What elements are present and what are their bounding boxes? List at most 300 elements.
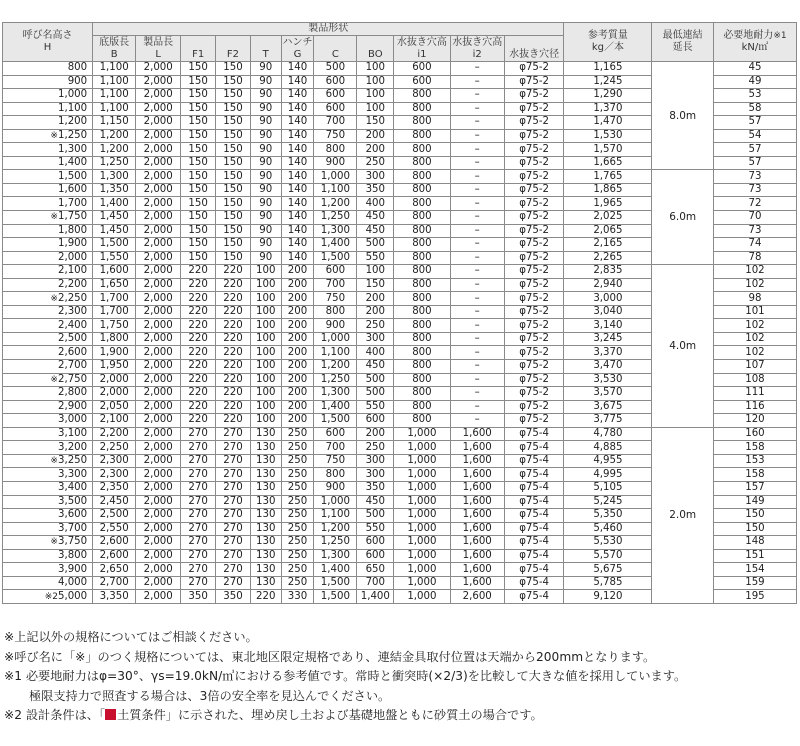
cell-g: 200 — [281, 400, 314, 414]
cell-f1: 150 — [181, 224, 216, 238]
cell-t: 90 — [250, 197, 281, 211]
cell-f2: 150 — [216, 251, 251, 265]
cell-bearing: 116 — [713, 400, 796, 414]
cell-b: 2,200 — [93, 427, 136, 441]
cell-hole: φ75-2 — [504, 332, 564, 346]
cell-l: 2,000 — [136, 62, 181, 76]
cell-l: 2,000 — [136, 75, 181, 89]
cell-i2: – — [450, 346, 504, 360]
header-c: C — [314, 36, 357, 62]
cell-l: 2,000 — [136, 251, 181, 265]
cell-f1: 270 — [181, 427, 216, 441]
cell-bearing: 57 — [713, 143, 796, 157]
cell-bearing: 54 — [713, 129, 796, 143]
cell-f1: 150 — [181, 211, 216, 225]
cell-i1: 1,000 — [394, 441, 450, 455]
cell-c: 1,100 — [314, 346, 357, 360]
cell-t: 90 — [250, 89, 281, 103]
cell-f1: 220 — [181, 360, 216, 374]
cell-i1: 800 — [394, 319, 450, 333]
cell-bo: 300 — [357, 454, 394, 468]
cell-bearing: 150 — [713, 509, 796, 523]
cell-c: 1,500 — [314, 251, 357, 265]
cell-b: 3,350 — [93, 590, 136, 604]
cell-bo: 100 — [357, 75, 394, 89]
cell-f1: 270 — [181, 536, 216, 550]
cell-i1: 800 — [394, 305, 450, 319]
cell-i2: – — [450, 183, 504, 197]
cell-f1: 220 — [181, 387, 216, 401]
cell-hole: φ75-2 — [504, 116, 564, 130]
cell-h: 3,400 — [3, 481, 93, 495]
cell-hole: φ75-2 — [504, 319, 564, 333]
cell-c: 1,500 — [314, 576, 357, 590]
cell-i2: – — [450, 305, 504, 319]
cell-c: 600 — [314, 89, 357, 103]
cell-bearing: 101 — [713, 305, 796, 319]
cell-t: 90 — [250, 75, 281, 89]
cell-t: 130 — [250, 576, 281, 590]
cell-mass: 3,775 — [564, 414, 652, 428]
cell-f2: 350 — [216, 590, 251, 604]
cell-f2: 270 — [216, 576, 251, 590]
cell-g: 250 — [281, 454, 314, 468]
note-1: ※上記以外の規格についてはご相談ください。 — [4, 630, 258, 644]
cell-bearing: 53 — [713, 89, 796, 103]
cell-l: 2,000 — [136, 468, 181, 482]
cell-bo: 500 — [357, 387, 394, 401]
cell-c: 600 — [314, 265, 357, 279]
cell-f1: 220 — [181, 265, 216, 279]
cell-bo: 150 — [357, 278, 394, 292]
cell-i1: 800 — [394, 224, 450, 238]
cell-i2: 1,600 — [450, 536, 504, 550]
cell-f2: 220 — [216, 387, 251, 401]
cell-t: 90 — [250, 62, 281, 76]
cell-f1: 270 — [181, 481, 216, 495]
cell-hole: φ75-2 — [504, 305, 564, 319]
cell-hole: φ75-2 — [504, 373, 564, 387]
cell-i2: – — [450, 292, 504, 306]
cell-h: ※2,750 — [3, 373, 93, 387]
cell-f2: 220 — [216, 373, 251, 387]
cell-c: 600 — [314, 102, 357, 116]
cell-h: ※25,000 — [3, 590, 93, 604]
cell-l: 2,000 — [136, 495, 181, 509]
cell-bo: 600 — [357, 549, 394, 563]
cell-t: 90 — [250, 170, 281, 184]
cell-g: 140 — [281, 62, 314, 76]
cell-h: 3,900 — [3, 563, 93, 577]
cell-bo: 250 — [357, 441, 394, 455]
cell-c: 1,400 — [314, 563, 357, 577]
cell-bo: 500 — [357, 509, 394, 523]
cell-bo: 350 — [357, 481, 394, 495]
cell-i2: 2,600 — [450, 590, 504, 604]
cell-g: 200 — [281, 319, 314, 333]
cell-h: 4,000 — [3, 576, 93, 590]
cell-i1: 800 — [394, 387, 450, 401]
cell-i1: 1,000 — [394, 576, 450, 590]
cell-bo: 300 — [357, 468, 394, 482]
cell-g: 140 — [281, 197, 314, 211]
cell-f2: 270 — [216, 509, 251, 523]
cell-hole: φ75-2 — [504, 143, 564, 157]
cell-bearing: 49 — [713, 75, 796, 89]
cell-f1: 150 — [181, 183, 216, 197]
cell-c: 1,000 — [314, 495, 357, 509]
cell-f1: 270 — [181, 563, 216, 577]
cell-l: 2,000 — [136, 481, 181, 495]
cell-i1: 800 — [394, 414, 450, 428]
cell-t: 90 — [250, 251, 281, 265]
note-5: ※2 設計条件は、「 土質条件」に示された、埋め戻し土および基礎地盤ともに砂質土の場合です。 — [4, 708, 543, 722]
cell-bo: 450 — [357, 360, 394, 374]
cell-bo: 300 — [357, 170, 394, 184]
cell-t: 90 — [250, 238, 281, 252]
cell-f2: 270 — [216, 454, 251, 468]
cell-bearing: 102 — [713, 265, 796, 279]
cell-bearing: 73 — [713, 183, 796, 197]
cell-bo: 400 — [357, 346, 394, 360]
cell-g: 250 — [281, 468, 314, 482]
cell-mass: 5,350 — [564, 509, 652, 523]
cell-g: 250 — [281, 441, 314, 455]
cell-b: 1,250 — [93, 156, 136, 170]
header-bearing: 必要地耐力※1 kN/㎡ — [713, 23, 796, 62]
cell-f1: 220 — [181, 278, 216, 292]
cell-l: 2,000 — [136, 427, 181, 441]
cell-l: 2,000 — [136, 387, 181, 401]
cell-b: 1,600 — [93, 265, 136, 279]
cell-c: 1,400 — [314, 238, 357, 252]
cell-h: 1,000 — [3, 89, 93, 103]
cell-t: 130 — [250, 495, 281, 509]
cell-mass: 5,530 — [564, 536, 652, 550]
cell-i1: 800 — [394, 265, 450, 279]
cell-g: 200 — [281, 265, 314, 279]
cell-bo: 100 — [357, 265, 394, 279]
cell-hole: φ75-4 — [504, 563, 564, 577]
cell-i1: 800 — [394, 278, 450, 292]
cell-h: 3,200 — [3, 441, 93, 455]
cell-h: 2,100 — [3, 265, 93, 279]
cell-i1: 1,000 — [394, 590, 450, 604]
cell-i2: – — [450, 224, 504, 238]
cell-g: 200 — [281, 346, 314, 360]
cell-f2: 220 — [216, 278, 251, 292]
cell-g: 250 — [281, 536, 314, 550]
cell-mass: 1,470 — [564, 116, 652, 130]
cell-b: 2,550 — [93, 522, 136, 536]
cell-f1: 150 — [181, 238, 216, 252]
cell-hole: φ75-2 — [504, 89, 564, 103]
cell-mass: 3,530 — [564, 373, 652, 387]
cell-l: 2,000 — [136, 129, 181, 143]
cell-i1: 1,000 — [394, 536, 450, 550]
red-square-icon — [105, 709, 116, 720]
cell-b: 2,050 — [93, 400, 136, 414]
cell-mass: 3,675 — [564, 400, 652, 414]
cell-mass: 4,955 — [564, 454, 652, 468]
cell-h: 3,000 — [3, 414, 93, 428]
cell-g: 140 — [281, 89, 314, 103]
cell-i1: 800 — [394, 143, 450, 157]
cell-h: 3,300 — [3, 468, 93, 482]
cell-hole: φ75-2 — [504, 292, 564, 306]
cell-f2: 270 — [216, 441, 251, 455]
cell-c: 1,500 — [314, 590, 357, 604]
cell-mass: 1,865 — [564, 183, 652, 197]
cell-mass: 9,120 — [564, 590, 652, 604]
cell-f2: 270 — [216, 468, 251, 482]
cell-f1: 150 — [181, 251, 216, 265]
cell-i1: 800 — [394, 170, 450, 184]
cell-t: 90 — [250, 129, 281, 143]
cell-f1: 150 — [181, 116, 216, 130]
cell-h: 1,500 — [3, 170, 93, 184]
cell-l: 2,000 — [136, 590, 181, 604]
cell-mass: 2,065 — [564, 224, 652, 238]
cell-t: 130 — [250, 454, 281, 468]
cell-mass: 3,370 — [564, 346, 652, 360]
cell-c: 900 — [314, 156, 357, 170]
cell-hole: φ75-2 — [504, 102, 564, 116]
cell-mass: 1,165 — [564, 62, 652, 76]
cell-b: 1,900 — [93, 346, 136, 360]
cell-bearing: 102 — [713, 278, 796, 292]
cell-hole: φ75-2 — [504, 75, 564, 89]
cell-i1: 600 — [394, 75, 450, 89]
cell-g: 140 — [281, 238, 314, 252]
cell-c: 700 — [314, 278, 357, 292]
cell-f2: 270 — [216, 522, 251, 536]
cell-l: 2,000 — [136, 522, 181, 536]
cell-c: 750 — [314, 454, 357, 468]
cell-hole: φ75-2 — [504, 278, 564, 292]
cell-i1: 1,000 — [394, 427, 450, 441]
cell-t: 90 — [250, 183, 281, 197]
cell-f1: 270 — [181, 509, 216, 523]
cell-mass: 5,245 — [564, 495, 652, 509]
cell-g: 250 — [281, 509, 314, 523]
cell-t: 100 — [250, 265, 281, 279]
cell-bearing: 74 — [713, 238, 796, 252]
cell-i2: – — [450, 102, 504, 116]
cell-l: 2,000 — [136, 373, 181, 387]
cell-b: 1,700 — [93, 292, 136, 306]
note-2: ※呼び名に「※」のつく規格については、東北地区限定規格であり、連結金具取付位置は天端から200mmとなります。 — [4, 649, 656, 664]
cell-b: 1,200 — [93, 143, 136, 157]
cell-bo: 500 — [357, 373, 394, 387]
cell-i2: 1,600 — [450, 576, 504, 590]
cell-l: 2,000 — [136, 360, 181, 374]
cell-b: 1,200 — [93, 129, 136, 143]
cell-l: 2,000 — [136, 400, 181, 414]
cell-c: 1,200 — [314, 360, 357, 374]
cell-i1: 800 — [394, 116, 450, 130]
cell-t: 100 — [250, 387, 281, 401]
cell-bearing: 153 — [713, 454, 796, 468]
cell-l: 2,000 — [136, 116, 181, 130]
cell-bearing: 102 — [713, 332, 796, 346]
cell-mass: 2,940 — [564, 278, 652, 292]
cell-i1: 800 — [394, 332, 450, 346]
cell-t: 100 — [250, 319, 281, 333]
cell-bearing: 98 — [713, 292, 796, 306]
cell-i1: 800 — [394, 89, 450, 103]
cell-hole: φ75-4 — [504, 427, 564, 441]
cell-bo: 1,400 — [357, 590, 394, 604]
cell-h: 2,300 — [3, 305, 93, 319]
cell-b: 1,650 — [93, 278, 136, 292]
cell-mass: 3,000 — [564, 292, 652, 306]
cell-hole: φ75-2 — [504, 387, 564, 401]
cell-i2: 1,600 — [450, 468, 504, 482]
cell-f1: 220 — [181, 292, 216, 306]
cell-b: 2,300 — [93, 454, 136, 468]
cell-mass: 1,665 — [564, 156, 652, 170]
cell-bearing: 73 — [713, 170, 796, 184]
min-length-cell: 8.0m — [652, 62, 713, 170]
cell-h: 1,100 — [3, 102, 93, 116]
cell-t: 90 — [250, 143, 281, 157]
cell-bearing: 160 — [713, 427, 796, 441]
cell-i2: 1,600 — [450, 495, 504, 509]
cell-i2: 1,600 — [450, 454, 504, 468]
cell-bearing: 108 — [713, 373, 796, 387]
cell-f2: 220 — [216, 265, 251, 279]
cell-t: 130 — [250, 522, 281, 536]
cell-g: 250 — [281, 427, 314, 441]
cell-l: 2,000 — [136, 563, 181, 577]
cell-i1: 800 — [394, 292, 450, 306]
table-row — [3, 62, 797, 76]
cell-i1: 800 — [394, 400, 450, 414]
cell-i1: 800 — [394, 183, 450, 197]
cell-bo: 600 — [357, 414, 394, 428]
cell-h: 3,500 — [3, 495, 93, 509]
cell-f2: 270 — [216, 563, 251, 577]
cell-bo: 500 — [357, 238, 394, 252]
header-i2: 水抜き穴高 i2 — [450, 36, 504, 62]
cell-bo: 550 — [357, 251, 394, 265]
cell-l: 2,000 — [136, 224, 181, 238]
cell-bearing: 102 — [713, 346, 796, 360]
cell-g: 200 — [281, 414, 314, 428]
cell-mass: 5,570 — [564, 549, 652, 563]
cell-b: 1,150 — [93, 116, 136, 130]
cell-f2: 270 — [216, 495, 251, 509]
cell-hole: φ75-2 — [504, 360, 564, 374]
cell-hole: φ75-4 — [504, 481, 564, 495]
cell-bearing: 70 — [713, 211, 796, 225]
cell-i2: – — [450, 265, 504, 279]
cell-t: 100 — [250, 332, 281, 346]
table-row — [3, 427, 797, 441]
cell-i2: – — [450, 278, 504, 292]
cell-t: 90 — [250, 156, 281, 170]
cell-c: 600 — [314, 427, 357, 441]
cell-g: 250 — [281, 522, 314, 536]
cell-g: 140 — [281, 224, 314, 238]
cell-b: 1,750 — [93, 319, 136, 333]
cell-i1: 1,000 — [394, 454, 450, 468]
cell-mass: 2,265 — [564, 251, 652, 265]
cell-mass: 1,370 — [564, 102, 652, 116]
cell-bearing: 158 — [713, 468, 796, 482]
cell-l: 2,000 — [136, 89, 181, 103]
cell-f2: 220 — [216, 360, 251, 374]
header-min-length: 最低連結 延長 — [652, 23, 713, 62]
cell-h: 1,200 — [3, 116, 93, 130]
cell-f2: 150 — [216, 211, 251, 225]
note-4: 極限支持力で照査する場合は、3倍の安全率を見込んでください。 — [29, 688, 391, 703]
cell-c: 1,400 — [314, 400, 357, 414]
cell-g: 140 — [281, 183, 314, 197]
cell-b: 2,350 — [93, 481, 136, 495]
cell-i1: 800 — [394, 360, 450, 374]
cell-bo: 200 — [357, 292, 394, 306]
cell-hole: φ75-2 — [504, 197, 564, 211]
cell-f2: 150 — [216, 129, 251, 143]
cell-c: 600 — [314, 75, 357, 89]
cell-h: 1,800 — [3, 224, 93, 238]
cell-f2: 150 — [216, 156, 251, 170]
cell-g: 250 — [281, 576, 314, 590]
cell-bo: 200 — [357, 129, 394, 143]
cell-f1: 220 — [181, 319, 216, 333]
cell-i2: – — [450, 211, 504, 225]
cell-hole: φ75-4 — [504, 576, 564, 590]
cell-t: 100 — [250, 373, 281, 387]
cell-g: 200 — [281, 373, 314, 387]
cell-f1: 220 — [181, 346, 216, 360]
note-3: ※1 必要地耐力はφ=30°、γs=19.0kN/㎥における参考値です。常時と衝突時(×2/3)を比較して大きな値を採用しています。 — [4, 669, 687, 683]
cell-i2: 1,600 — [450, 563, 504, 577]
cell-mass: 3,570 — [564, 387, 652, 401]
header-b: 底版長 B — [93, 36, 136, 62]
cell-bearing: 120 — [713, 414, 796, 428]
cell-bo: 100 — [357, 89, 394, 103]
cell-g: 250 — [281, 549, 314, 563]
cell-f1: 220 — [181, 414, 216, 428]
cell-h: ※1,750 — [3, 211, 93, 225]
cell-bo: 350 — [357, 183, 394, 197]
cell-i1: 1,000 — [394, 481, 450, 495]
header-h: 呼び名高さ H — [3, 23, 93, 62]
cell-c: 900 — [314, 319, 357, 333]
cell-bearing: 58 — [713, 102, 796, 116]
cell-mass: 2,835 — [564, 265, 652, 279]
cell-f2: 270 — [216, 481, 251, 495]
cell-bearing: 73 — [713, 224, 796, 238]
cell-l: 2,000 — [136, 549, 181, 563]
cell-i2: 1,600 — [450, 509, 504, 523]
cell-g: 250 — [281, 563, 314, 577]
cell-c: 1,300 — [314, 224, 357, 238]
cell-h: 2,800 — [3, 387, 93, 401]
table-row — [3, 170, 797, 184]
cell-bo: 300 — [357, 332, 394, 346]
cell-c: 1,250 — [314, 536, 357, 550]
cell-i1: 600 — [394, 62, 450, 76]
cell-g: 200 — [281, 332, 314, 346]
cell-mass: 4,885 — [564, 441, 652, 455]
cell-i1: 800 — [394, 197, 450, 211]
min-length-cell: 4.0m — [652, 265, 713, 428]
cell-f2: 220 — [216, 414, 251, 428]
